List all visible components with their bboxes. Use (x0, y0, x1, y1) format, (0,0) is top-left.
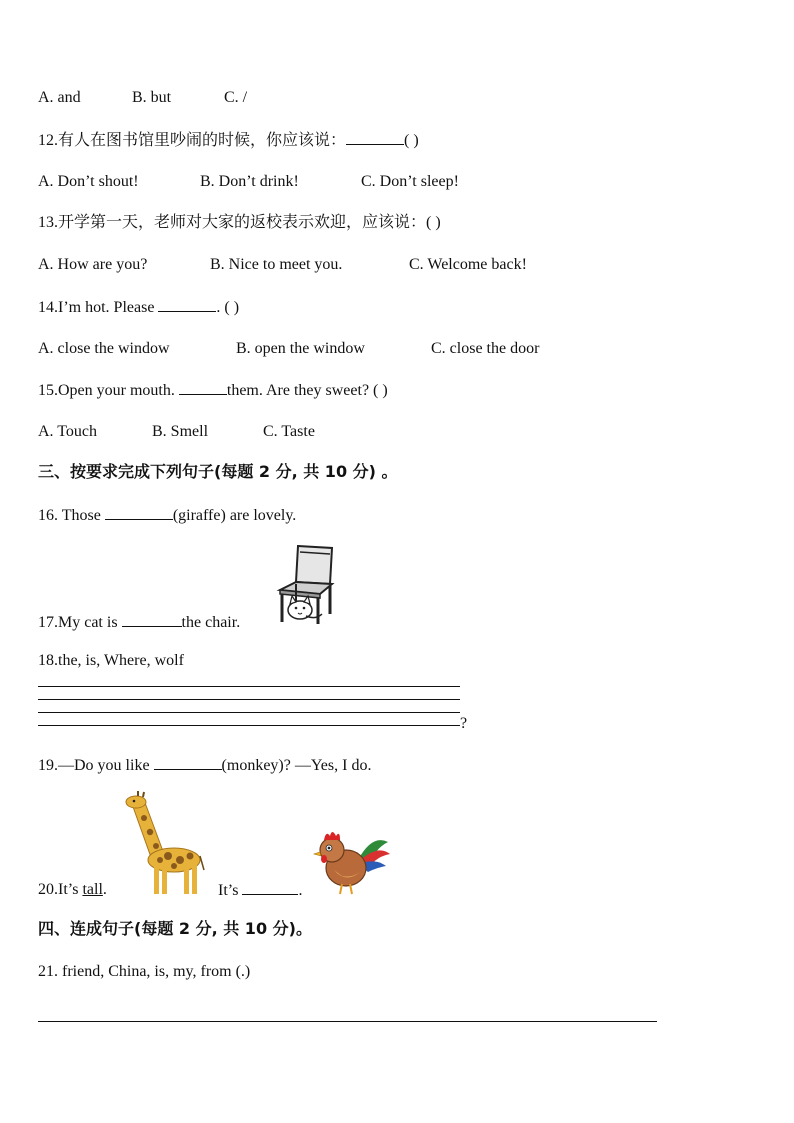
q15-option-b: B. Smell (152, 423, 209, 440)
q12-text: 有人在图书馆里吵闹的时候，你应该说： (58, 132, 347, 149)
q15-text-after: them. Are they sweet? ( ) (226, 382, 388, 399)
q21-answer-line[interactable] (38, 1021, 657, 1022)
q14-answer-blank[interactable] (158, 297, 216, 312)
q18-answer-line-1[interactable] (38, 686, 460, 687)
q16-answer-blank[interactable] (105, 505, 173, 520)
q14-option-a: A. close the window (38, 340, 170, 357)
q18-question-mark: ? (460, 715, 468, 732)
q15-text-before: Open your mouth. (58, 382, 179, 399)
q17-number: 17. (38, 614, 58, 631)
q21-words: friend, China, is, my, from (.) (58, 963, 251, 980)
q20-period-1: . (102, 881, 107, 898)
q20-tall-word: tall (82, 881, 103, 898)
q18-number: 18. (38, 652, 58, 669)
q16-text-after: (giraffe) are lovely. (172, 507, 297, 524)
q15-number: 15. (38, 382, 58, 399)
q11-option-a: A. and (38, 89, 81, 106)
q20-number: 20. (38, 881, 58, 898)
q13-number: 13. (38, 214, 58, 231)
q20-part2 (218, 880, 302, 901)
q15-option-a: A. Touch (38, 423, 98, 440)
q21-stem (38, 962, 250, 982)
q18-stem (38, 651, 184, 671)
q17-text-before: My cat is (58, 614, 122, 631)
q13-option-b: B. Nice to meet you. (210, 256, 343, 273)
q13-option-c: C. Welcome back! (409, 256, 527, 273)
q19-text-before: —Do you like (58, 757, 154, 774)
q12-answer-blank[interactable] (346, 130, 404, 145)
q20-period-2: . (298, 882, 303, 899)
q13-stem (38, 213, 441, 233)
q19-text-after: (monkey)? —Yes, I do. (221, 757, 372, 774)
q18-words: the, is, Where, wolf (58, 652, 184, 669)
q19-number: 19. (38, 757, 58, 774)
q14-text-before: I’m hot. Please (58, 299, 159, 316)
q20-part1 (38, 880, 107, 900)
q19-stem (38, 755, 371, 776)
q16-text-before: Those (58, 507, 105, 524)
q13-option-a: A. How are you? (38, 256, 148, 273)
q18-answer-line-4[interactable] (38, 725, 460, 726)
q17-stem (38, 612, 240, 633)
giraffe-icon (124, 790, 206, 896)
q14-option-b: B. open the window (236, 340, 365, 357)
rooster-icon (312, 826, 392, 896)
q12-stem (38, 130, 419, 151)
q20-text-1: It’s (58, 881, 83, 898)
q17-answer-blank[interactable] (122, 612, 182, 627)
q20-text-2: It’s (218, 882, 243, 899)
q12-number: 12. (38, 132, 58, 149)
q12-option-a: A. Don’t shout! (38, 173, 139, 190)
q15-answer-blank[interactable] (179, 380, 227, 395)
q15-option-c: C. Taste (263, 423, 315, 440)
q12-paren: ( ) (404, 132, 419, 149)
q19-answer-blank[interactable] (154, 755, 222, 770)
q14-option-c: C. close the door (431, 340, 540, 357)
section3-title: 三、按要求完成下列句子(每题 2 分, 共 10 分) 。 (38, 462, 398, 481)
q18-answer-line-2[interactable] (38, 699, 460, 700)
q11-option-b: B. but (132, 89, 172, 106)
q13-text: 开学第一天，老师对大家的返校表示欢迎，应该说： (58, 214, 427, 231)
q14-number: 14. (38, 299, 58, 316)
q20-answer-blank[interactable] (242, 880, 298, 895)
q16-stem (38, 505, 296, 526)
q15-stem (38, 380, 388, 401)
q12-option-c: C. Don’t sleep! (361, 173, 459, 190)
q14-stem (38, 297, 239, 318)
q12-option-b: B. Don’t drink! (200, 173, 299, 190)
q11-option-c: C. / (224, 89, 248, 106)
q21-number: 21. (38, 963, 58, 980)
q18-answer-line-3[interactable] (38, 712, 460, 713)
q17-text-after: the chair. (181, 614, 241, 631)
q16-number: 16. (38, 507, 58, 524)
q13-paren: ( ) (426, 214, 441, 231)
chair-with-cat-icon (276, 544, 336, 626)
section4-title: 四、连成句子(每题 2 分, 共 10 分)。 (38, 919, 312, 938)
q14-text-after: . ( ) (216, 299, 240, 316)
